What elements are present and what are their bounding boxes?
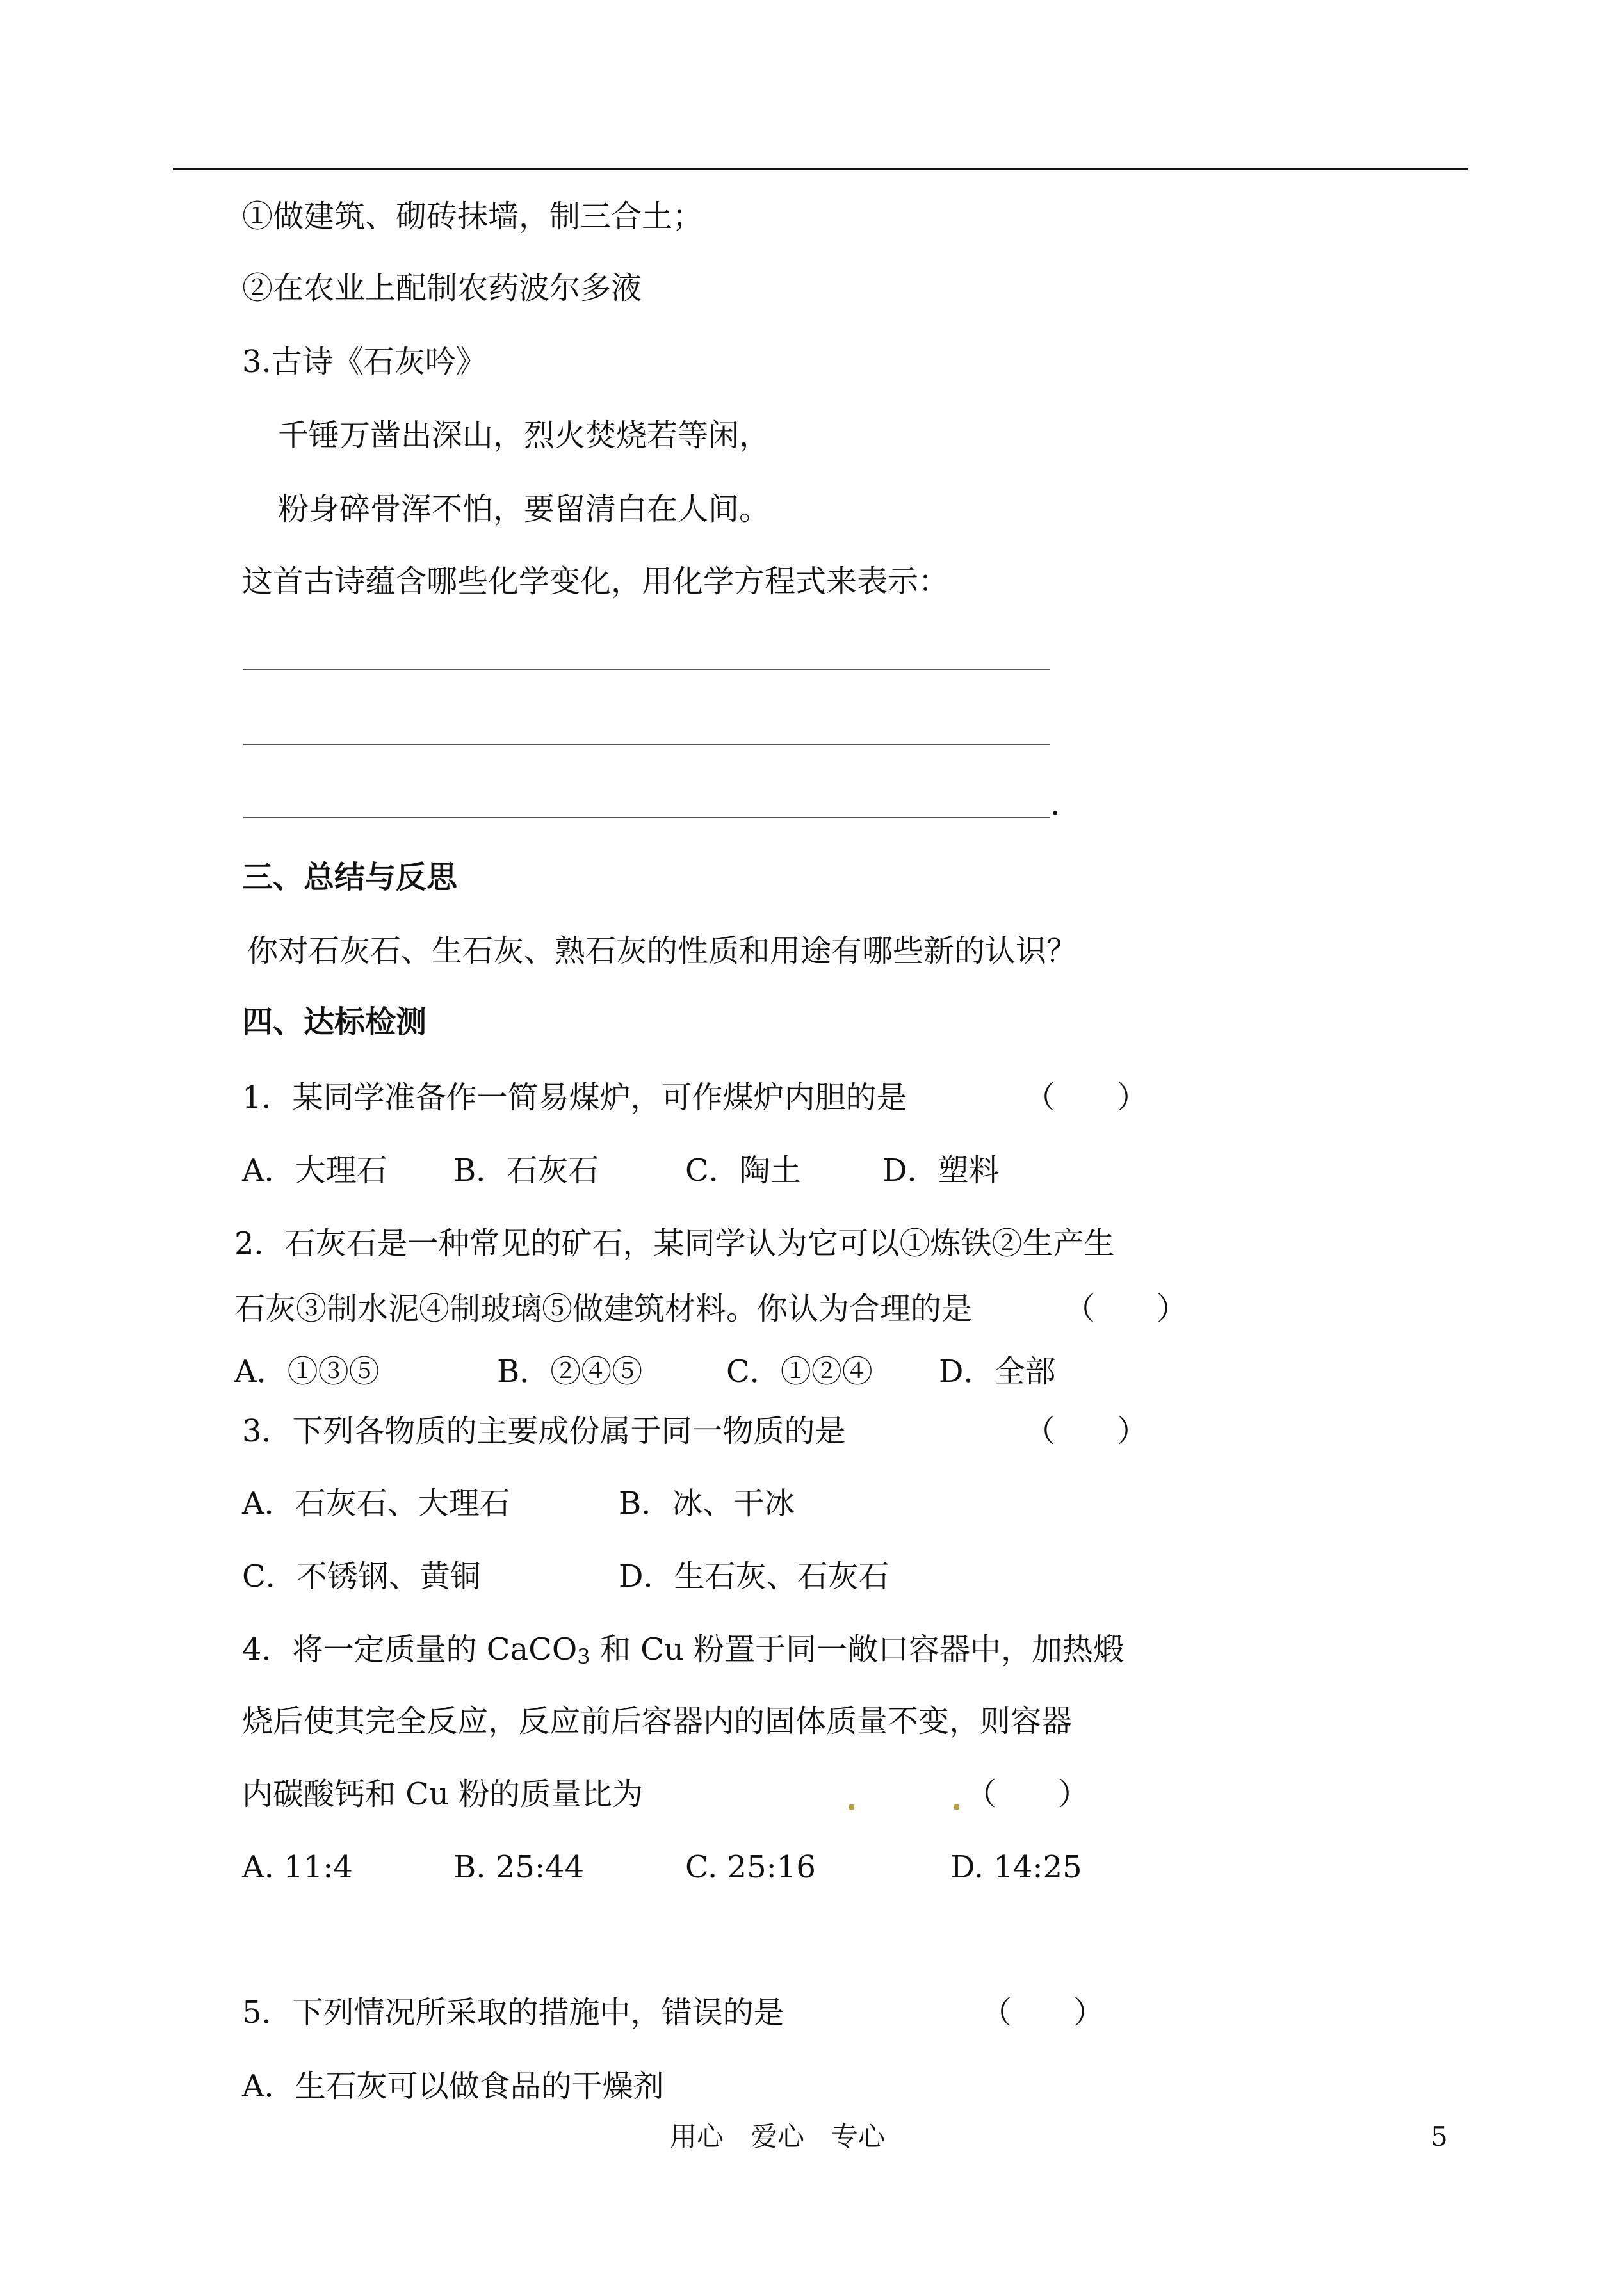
- option-c: C．不锈钢、黄铜: [242, 1559, 481, 1594]
- option-b: B. 25:44: [453, 1849, 585, 1885]
- option-c: C．陶土: [685, 1153, 801, 1188]
- option-b: B．石灰石: [453, 1153, 599, 1188]
- answer-paren[interactable]: （ ）: [1025, 1080, 1148, 1115]
- option-a: A. 11:4: [242, 1849, 353, 1885]
- question-4-cont: 烧后使其完全反应，反应前后容器内的固体质量不变，则容器: [242, 1703, 1073, 1739]
- answer-paren[interactable]: （ ）: [966, 1776, 1089, 1812]
- option-b: B．②④⑤: [497, 1354, 643, 1390]
- text-line: ②在农业上配制农药波尔多液: [242, 270, 642, 306]
- question-4: 4．将一定质量的 CaCO$_3$ 和 Cu 粉置于同一敞口容器中，加热煅: [242, 1632, 1125, 1669]
- question-2: 2．石灰石是一种常见的矿石，某同学认为它可以①炼铁②生产生: [234, 1226, 1115, 1261]
- answer-blank-line[interactable]: [243, 744, 1050, 745]
- option-a: A．①③⑤: [234, 1354, 380, 1390]
- option-c: C．①②④: [726, 1354, 873, 1390]
- section-heading: 四、达标检测: [242, 1004, 427, 1040]
- answer-blank-line[interactable]: [243, 669, 1050, 670]
- option-d: D．生石灰、石灰石: [619, 1559, 889, 1594]
- answer-paren[interactable]: （ ）: [981, 1995, 1105, 2031]
- footer-motto: 用心 爱心 专心: [670, 2121, 886, 2152]
- option-a: A．大理石: [242, 1153, 387, 1188]
- option-a: A．生石灰可以做食品的干燥剂: [242, 2068, 664, 2104]
- text-line: ①做建筑、砌砖抹墙，制三合土；: [242, 199, 704, 234]
- question-4-cont: 内碳酸钙和 Cu 粉的质量比为: [242, 1776, 644, 1812]
- option-d: D．全部: [939, 1354, 1056, 1390]
- poem-line: 粉身碎骨浑不怕，要留清白在人间。: [278, 491, 770, 527]
- option-d: D．塑料: [882, 1153, 1000, 1188]
- option-a: A．石灰石、大理石: [242, 1486, 510, 1521]
- poem-line: 千锤万凿出深山，烈火焚烧若等闲，: [278, 418, 770, 453]
- question-3: 3．下列各物质的主要成份属于同一物质的是: [242, 1413, 846, 1449]
- option-b: B．冰、干冰: [619, 1486, 795, 1521]
- question-5: 5．下列情况所采取的措施中，错误的是: [242, 1995, 784, 2031]
- page-number: 5: [1431, 2121, 1448, 2152]
- question-1: 1．某同学准备作一简易煤炉，可作煤炉内胆的是: [242, 1080, 907, 1115]
- answer-paren[interactable]: （ ）: [1025, 1413, 1148, 1449]
- section-heading: 三、总结与反思: [242, 859, 458, 895]
- text-line: 3.古诗《石灰吟》: [242, 344, 487, 380]
- option-c: C. 25:16: [685, 1849, 816, 1885]
- stray-dot: [954, 1804, 959, 1810]
- option-d: D. 14:25: [950, 1849, 1082, 1885]
- blank-period: .: [1050, 786, 1060, 822]
- question-2-cont: 石灰③制水泥④制玻璃⑤做建筑材料。你认为合理的是: [234, 1291, 973, 1327]
- text-line: 这首古诗蕴含哪些化学变化，用化学方程式来表示：: [242, 564, 950, 599]
- stray-dot: [849, 1804, 854, 1810]
- answer-paren[interactable]: （ ）: [1064, 1291, 1188, 1327]
- answer-blank-line[interactable]: [243, 817, 1050, 818]
- text-line: 你对石灰石、生石灰、熟石灰的性质和用途有哪些新的认识？: [247, 933, 1078, 969]
- header-rule: [173, 168, 1468, 170]
